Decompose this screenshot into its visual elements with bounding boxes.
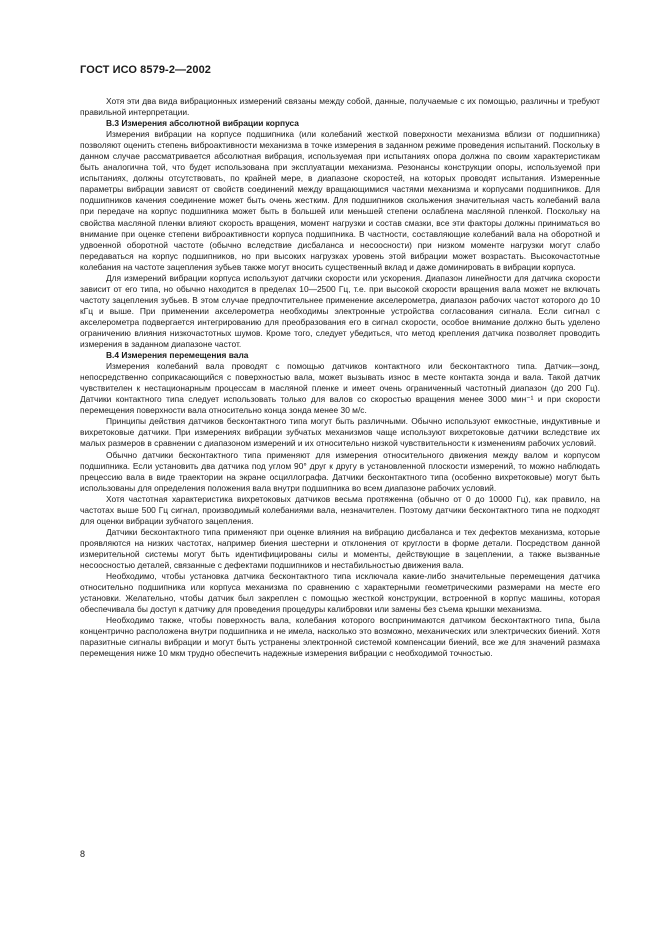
paragraph-b4-7: Необходимо также, чтобы поверхность вала, колебания которого воспринимаются датчиком бесконтактного типа, была концентрично расположена внутри подшипника и не имела, насколько это возможно, механических или электрических биений. Хотя паразитные сигналы вибрации и могут быть устранены электронной системой компенсации биений, все же для значений размаха перемещения ниже 10 мкм трудно обеспечить надежные измерения вибрации с необходимой точностью. [80, 615, 600, 659]
document-body [80, 96, 600, 659]
paragraph-b4-6: Необходимо, чтобы установка датчика бесконтактного типа исключала какие-либо значительные перемещения датчика относительно подшипника или корпуса механизма по сравнению с характерными геометрическими размерами на месте его установки. Желательно, чтобы датчик был закреплен с помощью жесткой конструкции, встроенной в корпус машины, которая обеспечивала бы доступ к датчику для проведения процедуры калибровки или замены без съема крышки механизма. [80, 571, 600, 615]
section-heading-b4: В.4 Измерения перемещения вала [106, 350, 249, 361]
section-heading-b3: В.3 Измерения абсолютной вибрации корпуса [106, 118, 299, 129]
paragraph-intro: Хотя эти два вида вибрационных измерений связаны между собой, данные, получаемые с их помощью, различны и требуют правильной интерпретации. [80, 96, 600, 118]
paragraph-b4-5: Датчики бесконтактного типа применяют при оценке влияния на вибрацию дисбаланса и тех дефектов механизма, которые проявляются на низких частотах, например биения шестерни и отклонения от круглости в форме детали. Посредством данной измерительной системы могут быть идентифицированы силы и моменты, действующие в зацеплении, а также вызванные несоосностью деталей, связанные с дефектами подшипников и нестабильностью движения вала. [80, 526, 600, 570]
page-number: 8 [80, 849, 86, 859]
paragraph-b4-3: Обычно датчики бесконтактного типа применяют для измерения относительного движения между валом и корпусом подшипника. Если установить два датчика под углом 90° друг к другу в установленной плоскости измерений, то можно наблюдать прецессию вала в виде траектории на экране осциллографа. Датчики бесконтактного типа (особенно вихретоковые) могут быть использованы для определения положения вала внутри подшипника во всем диапазоне рабочих условий. [80, 449, 600, 493]
paragraph-b4-4: Хотя частотная характеристика вихретоковых датчиков весьма протяженна (обычно от 0 до 10000 Гц), как правило, на частотах выше 500 Гц сигнал, производимый колебаниями вала, незначителен. Поэтому датчики бесконтактного типа не подходят для оценки вибрации зубчатого зацепления. [80, 493, 600, 526]
document-header-title: ГОСТ ИСО 8579-2—2002 [80, 64, 212, 76]
paragraph-b3-2: Для измерений вибрации корпуса используют датчики скорости или ускорения. Диапазон линейности для датчика скорости зависит от его типа, но обычно находится в пределах 10—2500 Гц, т.е. при высокой скорости вращения вала может не включать частоту зацепления зубьев. В этом случае предпочтительнее применение акселерометра, диапазон рабочих частот которого до 10 кГц и выше. При применении акселерометра необходимы электронные устройства согласования сигнала. Если сигнал с акселерометра подвергается интегрированию для преобразования его в сигнал скорости, особое внимание должно быть уделено ограничению влияния низкочастотных шумов. Кроме того, следует убедиться, что метод крепления датчика позволяет проводить измерения в заданном диапазоне частот. [80, 272, 600, 350]
paragraph-b4-2: Принципы действия датчиков бесконтактного типа могут быть различными. Обычно используют емкостные, индуктивные и вихретоковые датчики. При измерениях вибрации зубчатых механизмов чаще используют вихретоковые датчики вследствие их малых размеров в сравнении с диапазоном измерений и их относительно низкой чувствительности к изменениям рабочих условий. [80, 416, 600, 449]
paragraph-b4-1: Измерения колебаний вала проводят с помощью датчиков контактного или бесконтактного типа. Датчик—зонд, непосредственно соприкасающийся с поверхностью вала, может вызывать износ в месте контакта зонда и вала. Такой датчик чувствителен к нестационарным процессам в масляной пленке и имеет очень ограниченный частотный диапазон (до 200 Гц). Датчики контактного типа следует использовать только для валов со скоростью вращения менее 3000 мин⁻¹ и при скорости перемещения поверхности вала относительно конца зонда менее 30 м/с. [80, 361, 600, 416]
paragraph-b3-1: Измерения вибрации на корпусе подшипника (или колебаний жесткой поверхности механизма вблизи от подшипника) позволяют оценить степень виброактивности механизма в точке измерения в заданном режиме проведения испытаний. Поскольку в данном случае рассматривается абсолютная вибрация, используемая при испытаниях опора должна по своим характеристикам быть аналогична той, что будет использована при эксплуатации механизма. Резонансы конструкции опоры, используемой при испытаниях, должны отсутствовать, по крайней мере, в диапазоне скоростей, на которых проводят испытания. Измеренные параметры вибрации зависят от свойств соединений между вращающимися частями механизма и корпусами подшипников. Для подшипников качения соединение может быть очень жестким. Для подшипников скольжения значительная часть колебаний вала при передаче на корпус подшипника может быть в большей или меньшей степени ослаблена масляной пленкой. Поскольку на свойства масляной пленки влияют скорость вращения, момент нагрузки и состав смазки, все эти факторы должны приниматься во внимание при оценке степени виброактивности корпуса подшипника. В частности, составляющие колебаний вала на оборотной и удвоенной оборотной частоте (обычно вследствие дисбаланса и несоосности) при низком моменте нагрузки могут слабо передаваться на корпус подшипников, но при высоких нагрузках уровень этой вибрации может возрастать. Высокочастотные колебания на частоте зацепления зубьев также могут вносить существенный вклад и даже доминировать в вибрации корпуса. [80, 129, 600, 272]
